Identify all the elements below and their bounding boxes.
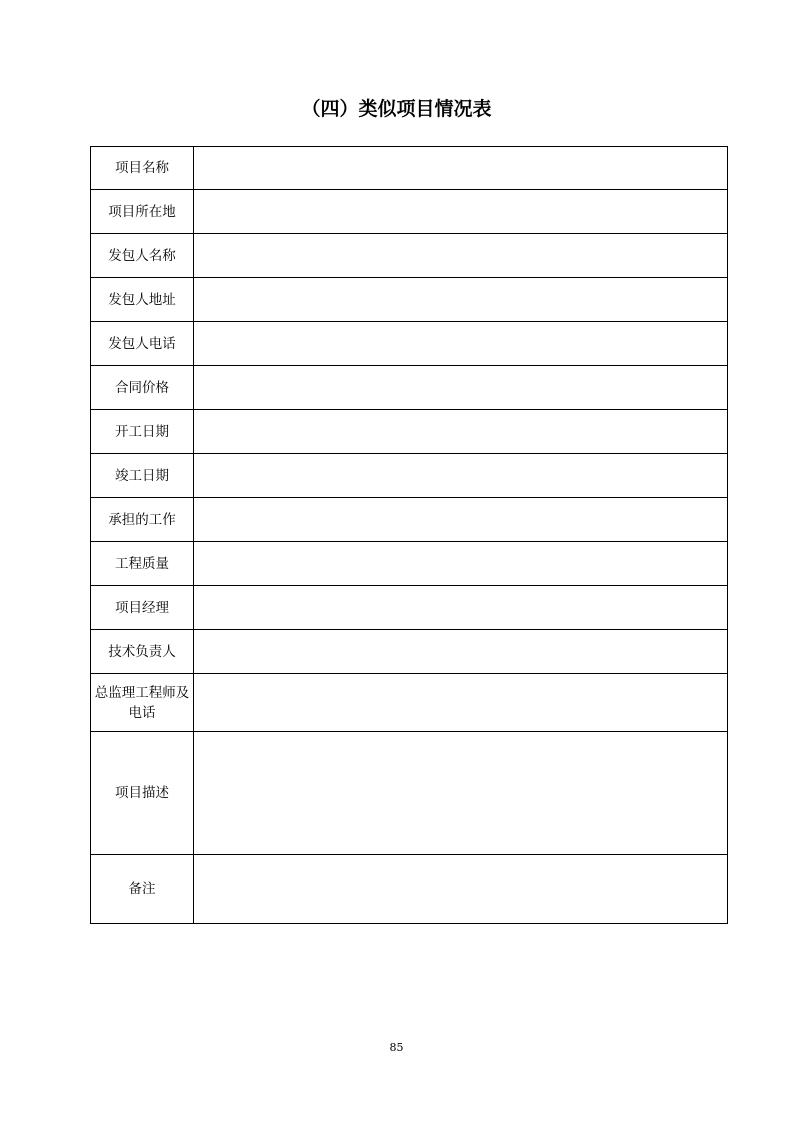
page-number: 85 [389,1041,404,1054]
row-label: 技术负责人 [91,630,194,674]
row-value-cell[interactable] [194,278,728,322]
row-value-cell[interactable] [194,630,728,674]
row-value-cell[interactable] [194,586,728,630]
row-value-cell[interactable] [194,147,728,190]
row-label: 项目名称 [91,147,194,190]
row-value-cell[interactable] [194,322,728,366]
table-row [91,732,728,855]
row-value-cell[interactable] [194,190,728,234]
row-label: 工程质量 [91,542,194,586]
row-value-cell[interactable] [194,855,728,924]
table-row [91,855,728,924]
row-label: 竣工日期 [91,454,194,498]
table-row [91,630,728,674]
row-value-cell[interactable] [194,234,728,278]
table-row [91,586,728,630]
table-row [91,278,728,322]
row-label: 备注 [91,855,194,924]
row-value-cell[interactable] [194,366,728,410]
table-row [91,410,728,454]
row-label: 承担的工作 [91,498,194,542]
table-row [91,322,728,366]
row-label: 项目描述 [91,732,194,855]
table-row [91,542,728,586]
row-label: 发包人地址 [91,278,194,322]
row-label: 发包人电话 [91,322,194,366]
row-value-cell[interactable] [194,498,728,542]
table-row [91,454,728,498]
table-row [91,498,728,542]
row-value-cell[interactable] [194,542,728,586]
table-row [91,190,728,234]
table-row [91,147,728,190]
row-label: 开工日期 [91,410,194,454]
row-value-cell[interactable] [194,732,728,855]
row-label: 项目所在地 [91,190,194,234]
row-value-cell[interactable] [194,674,728,732]
row-label: 项目经理 [91,586,194,630]
page-title: （四）类似项目情况表 [301,98,492,120]
row-label: 总监理工程师及电话 [91,674,194,732]
row-label: 合同价格 [91,366,194,410]
table-row [91,234,728,278]
row-value-cell[interactable] [194,454,728,498]
similar-projects-table [90,146,728,924]
row-value-cell[interactable] [194,410,728,454]
table-row [91,674,728,732]
table-row [91,366,728,410]
row-label: 发包人名称 [91,234,194,278]
